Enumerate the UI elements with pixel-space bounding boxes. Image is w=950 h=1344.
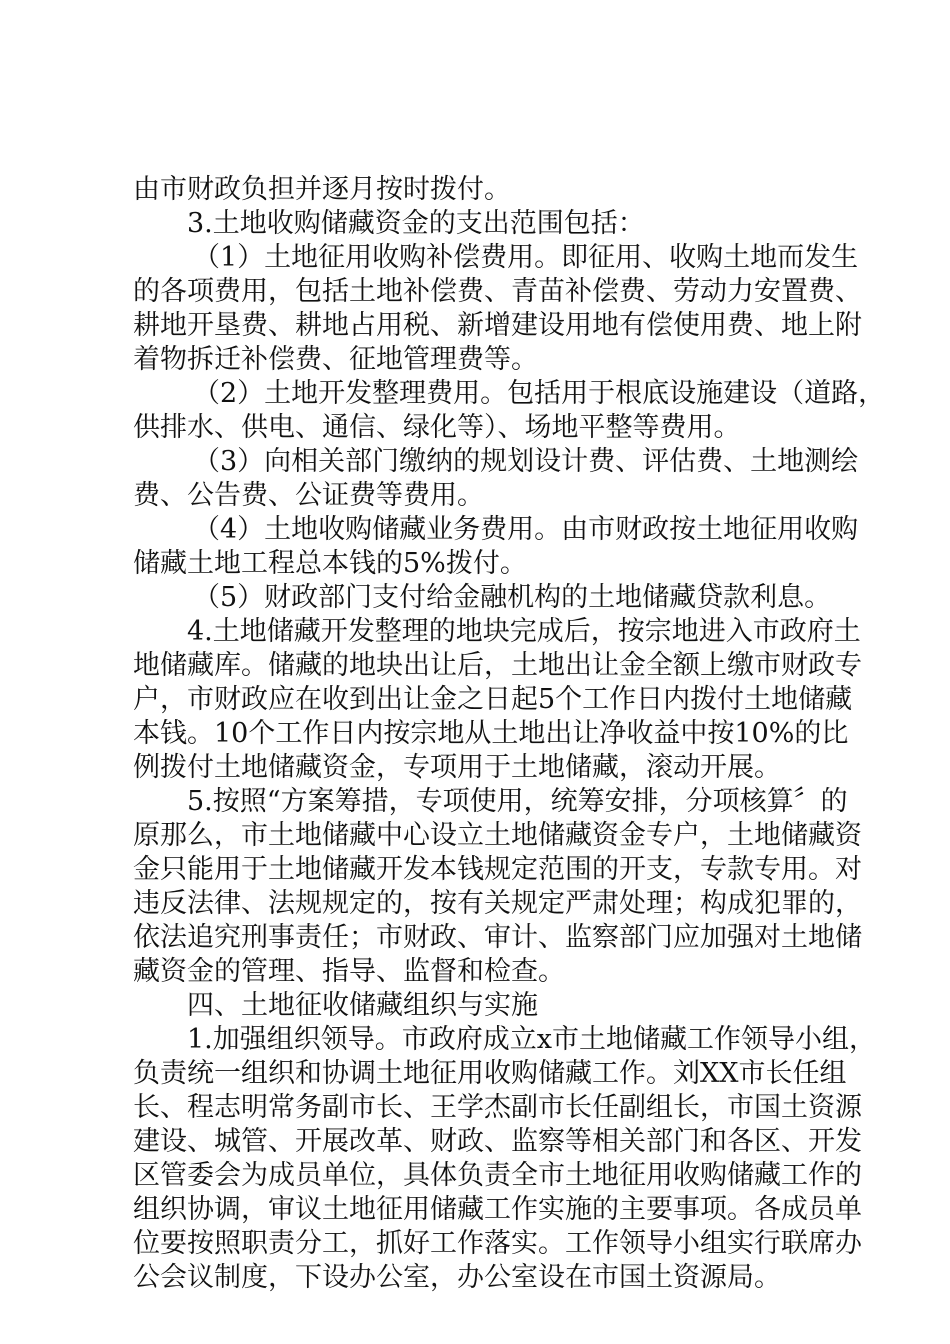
section-heading-1: 1.加强组织领导。市政府成立x市土地储藏工作领导小组， — [187, 1024, 876, 1055]
item-2-line: （2）土地开发整理费用。包括用于根底设施建设（道路， — [193, 378, 886, 409]
paragraph-line: 由市财政负担并逐月按时拨付。 — [133, 174, 511, 205]
paragraph-line: 区管委会为成员单位，具体负责全市土地征用收购储藏工作的 — [133, 1160, 862, 1191]
item-1-line: （1）土地征用收购补偿费用。即征用、收购土地而发生 — [193, 242, 859, 273]
paragraph-line: 例拨付土地储藏资金，专项用于土地储藏，滚动开展。 — [133, 752, 781, 783]
paragraph-line: 公会议制度，下设办公室，办公室设在市国土资源局。 — [133, 1262, 781, 1293]
item-4-line: （4）土地收购储藏业务费用。由市财政按土地征用收购 — [193, 514, 859, 545]
paragraph-line: 位要按照职责分工，抓好工作落实。工作领导小组实行联席办 — [133, 1228, 862, 1259]
paragraph-line: 的各项费用，包括土地补偿费、青苗补偿费、劳动力安置费、 — [133, 276, 862, 307]
paragraph-line: 耕地开垦费、耕地占用税、新增建设用地有偿使用费、地上附 — [133, 310, 862, 341]
paragraph-line: 建设、城管、开展改革、财政、监察等相关部门和各区、开发 — [133, 1126, 862, 1157]
item-5-line: （5）财政部门支付给金融机构的土地储藏贷款利息。 — [193, 582, 832, 613]
paragraph-line: 供排水、供电、通信、绿化等）、场地平整等费用。 — [133, 412, 741, 443]
paragraph-line: 本钱。10个工作日内按宗地从土地出让净收益中按10%的比 — [133, 718, 849, 749]
section-heading-3: 3.土地收购储藏资金的支出范围包括： — [187, 208, 645, 239]
paragraph-line: 户，市财政应在收到出让金之日起5个工作日内拨付土地储藏 — [133, 684, 853, 715]
paragraph-line: 储藏土地工程总本钱的5%拨付。 — [133, 548, 527, 579]
item-3-line: （3）向相关部门缴纳的规划设计费、评估费、土地测绘 — [193, 446, 859, 477]
paragraph-line: 金只能用于土地储藏开发本钱规定范围的开支，专款专用。对 — [133, 854, 862, 885]
section-heading-4: 4.土地储藏开发整理的地块完成后，按宗地进入市政府土 — [187, 616, 861, 647]
chapter-heading-4: 四、土地征收储藏组织与实施 — [187, 990, 538, 1021]
paragraph-line: 长、程志明常务副市长、王学杰副市长任副组长，市国土资源 — [133, 1092, 862, 1123]
paragraph-line: 负责统一组织和协调土地征用收购储藏工作。刘XX市长任组 — [133, 1058, 847, 1089]
paragraph-line: 原那么，市土地储藏中心设立土地储藏资金专户，土地储藏资 — [133, 820, 862, 851]
paragraph-line: 着物拆迁补偿费、征地管理费等。 — [133, 344, 538, 375]
paragraph-line: 组织协调，审议土地征用储藏工作实施的主要事项。各成员单 — [133, 1194, 862, 1225]
section-heading-5: 5.按照“方案筹措，专项使用，统筹安排，分项核算〞的 — [187, 786, 848, 817]
paragraph-line: 违反法律、法规规定的，按有关规定严肃处理；构成犯罪的， — [133, 888, 862, 919]
paragraph-line: 依法追究刑事责任；市财政、审计、监察部门应加强对土地储 — [133, 922, 862, 953]
paragraph-line: 地储藏库。储藏的地块出让后，土地出让金全额上缴市财政专 — [133, 650, 862, 681]
paragraph-line: 藏资金的管理、指导、监督和检查。 — [133, 956, 565, 987]
paragraph-line: 费、公告费、公证费等费用。 — [133, 480, 484, 511]
